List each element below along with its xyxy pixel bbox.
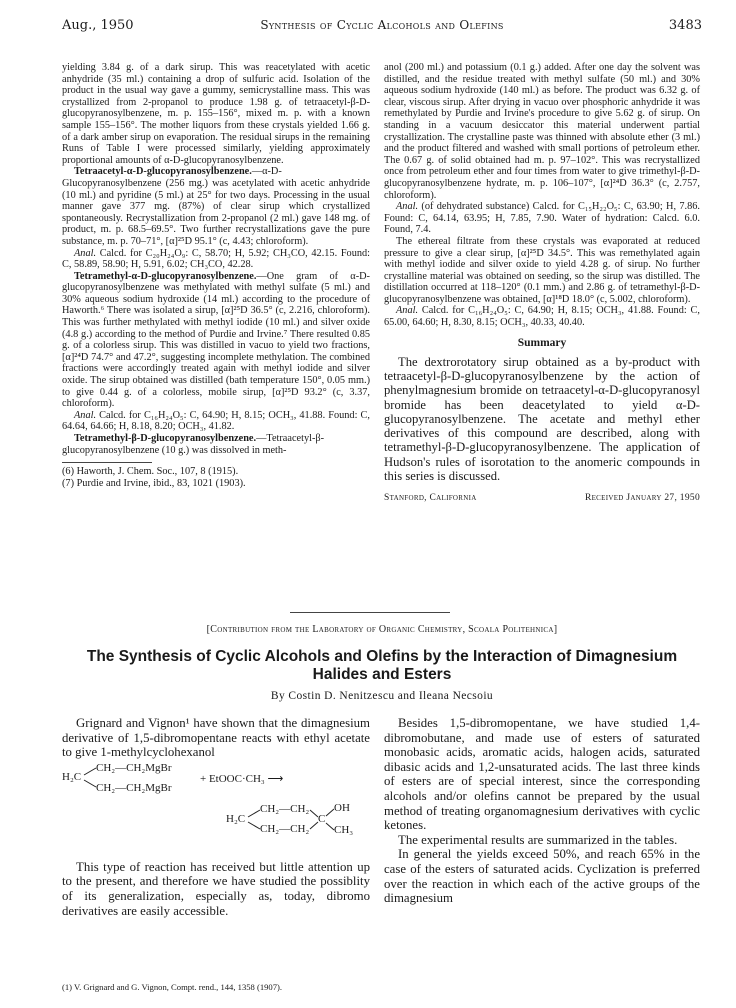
section-heading: Tetramethyl-β-D-glucopyranosylbenzene. — [74, 433, 257, 444]
header-running-title: Synthesis of Cyclic Alcohols and Olefins — [260, 18, 504, 32]
reaction-scheme — [62, 762, 370, 858]
anal-label: Anal. — [74, 409, 97, 421]
page-header — [62, 18, 702, 38]
article-right-column — [384, 716, 700, 906]
chem-product-top: CH₂—CH₂ — [260, 802, 310, 815]
paragraph — [62, 166, 370, 247]
paragraph-text: Calcd. for C₁₆H₂₄O₅: C, 64.90; H, 8.15; OCH₃, 41.88. Found: C, 65.00, 64.60; H, 8.30, 8.15; OCH₃, 40.33, 40.40. — [384, 305, 700, 329]
paragraph-text: —α-D-Glucopyranosylbenzene (256 mg.) was acetylated with acetic anhydride (10 ml.) and pyridine (5 ml.) at 25° for two days. Processing in the usual manner gave 377 mg. (87%) of clear sirup which crystallized spontaneously. Recrystallization from 2-propanol (2 ml.) gave 148 mg. of product, m. p. 68.5–69.5°. Two further recrystallizations gave the pure substance, m. p. 70–71°, [α]²⁵D 95.1° (c, 4.43; chloroform). — [62, 166, 370, 247]
paragraph: anol (200 ml.) and potassium (0.1 g.) added. After one day the solvent was distilled, and the residue treated with methyl sulfate (50 ml.) and 30% aqueous sodium hydroxide (140 ml.) as before. The product was 6.32 g. of clear, viscous sirup. After drying in vacuo over phosphoric anhydride it was remethylated by Purdie and Irvine's procedure to give 5.62 g. of sirup. On standing in a vacuum desiccator this material underwent partial crystallization. The crystalline paste was thinned with absolute ether (3 ml.) and the product filtered and washed with small portions of petroleum ether. The 0.67 g. of solid obtained had m. p. 97–102°. This was recrystallized once from petroleum ether and four times from water to give trimethyl-β-D-glucopyranosylbenzene hydrate, m. p. 106–107°, [α]²⁴D 36.3° (c, 2.757, chloroform). — [384, 62, 700, 201]
paragraph-text: Calcd. for C₁₆H₂₄O₅: C, 64.90; H, 8.15; OCH₃, 41.88. Found: C, 64.64, 64.66; H, 8.18, 8.20; OCH₃, 41.82. — [62, 409, 370, 433]
paragraph — [62, 248, 370, 271]
paragraph — [62, 433, 370, 456]
summary-text: The dextrorotatory sirup obtained as a by-product with tetraacetyl-β-D-glucopyranosylbenzene by the action of phenylmagnesium bromide on tetraacetyl-α-D-glucopyranosyl bromide has been deacetylated to yield α-D-glucopyranosylbenzene. The acetate and methyl ether derivatives of this compound are described, along with tetramethyl-β-D-glucopyranosylbenzene. The application of Hudson's rules of isorotation to the anomeric compounds in this series is discussed. — [384, 354, 700, 484]
summary-heading: Summary — [517, 336, 567, 349]
paragraph — [384, 305, 700, 328]
right-column-top — [384, 62, 700, 503]
chem-product-h2c: H₂C — [226, 812, 246, 825]
received-date: Received January 27, 1950 — [584, 493, 700, 504]
anal-label: Anal. — [396, 305, 419, 317]
article-separator — [290, 612, 450, 613]
left-column-top — [62, 62, 370, 489]
section-heading: Tetraacetyl-α-D-glucopyranosylbenzene. — [74, 166, 252, 178]
paragraph-text: —Tetraacetyl-β-glucopyranosylbenzene (10 g.) was dissolved in meth- — [62, 433, 325, 456]
footnote: (1) V. Grignard and G. Vignon, Compt. rend., 144, 1358 (1907). — [62, 982, 283, 992]
chem-h2c: H₂C — [62, 770, 82, 783]
paragraph-text: —One gram of α-D-glucopyranosylbenzene was methylated with methyl sulfate (5 ml.) and 30% aqueous sodium hydroxide (14 ml.) according to the procedure of Haworth.⁶ There was isolated a sirup, [α]²⁵D 36.5° (c, 2.216, chloroform). This was further methylated with methyl iodide (10 ml.) and silver oxide (4.8 g.) according to the method of Purdie and Irvine.⁷ There resulted 0.85 g. of a colorless sirup. This was distilled in vacuo to yield two fractions, [α]²⁴D 74.7° and 47.2°, suggesting incomplete methylation. The combined fractions were accordingly treated again with methyl iodide and silver oxide. The sirup obtained was distilled (bath temperature 150°, 0.05 mm.) to give 0.44 g. of a colorless, mobile sirup, [α]²⁵D 93.2° (c, 3.37, chloroform). — [62, 270, 370, 410]
footnote: (6) Haworth, J. Chem. Soc., 107, 8 (1915). — [62, 466, 239, 478]
anal-label: Anal. — [396, 201, 419, 213]
footnote-rule — [62, 462, 152, 463]
paragraph — [62, 271, 370, 410]
paragraph — [384, 201, 700, 236]
chem-chain-bottom: CH₂—CH₂MgBr — [96, 781, 172, 794]
signature-line — [384, 493, 700, 503]
paragraph: In general the yields exceed 50%, and reach 65% in the case of the esters of saturated acids. Cyclization is preferred over the reaction in which each of the active groups of the dimagnesium — [384, 847, 700, 906]
chem-product-c: C — [318, 812, 326, 825]
footnote: (7) Purdie and Irvine, ibid., 83, 1021 (1903). — [62, 477, 246, 489]
paragraph-text: (of dehydrated substance) Calcd. for C₁₅H₂₂O₅: C, 63.90; H, 7.86. Found: C, 64.14, 63.95; H, 7.85, 7.90. Water of hydration: Calcd. 6.0. Found, 7.4. — [384, 201, 700, 236]
paragraph: This type of reaction has received but little attention up to the present, and therefore we have studied the possiblity of its generalization, especially as, today, dibromo derivatives are easily accessible. — [62, 859, 370, 918]
header-date: Aug., 1950 — [62, 18, 134, 33]
header-page-number: 3483 — [668, 18, 702, 33]
article-left-column — [62, 716, 370, 918]
section-heading: Tetramethyl-α-D-glucopyranosylbenzene. — [74, 270, 257, 282]
chem-product-oh: OH — [334, 801, 350, 814]
chem-product-ch3: CH₃ — [334, 823, 354, 836]
paragraph: yielding 3.84 g. of a dark sirup. This was reacetylated with acetic anhydride (35 ml.) containing a drop of sulfuric acid. Isolation of the product in the usual way gave a gummy, semicrystalline mass. This was crystallized from 2-propanol to produce 1.98 g. of tetraacetyl-β-D-glucopyranosylbenzene, m. p. 155–156°, mixed m. p. with a known sample 155–156°. The mother liquors from these crystals yielded 1.66 g. of a dark amber sirup on evaporation. The residual sirups in the remaining Runs of Table I were processed similarly, yielding approximately proportional amounts of α-D-glucopyranosylbenzene. — [62, 62, 370, 166]
contribution-line: [Contribution from the Laboratory of Organic Chemistry, Scoala Politehnica] — [206, 624, 558, 635]
paragraph: Grignard and Vignon¹ have shown that the dimagnesium derivative of 1,5-dibromopentane reacts with ethyl acetate to give 1-methylcyclohexanol — [62, 716, 370, 760]
anal-label: Anal. — [74, 247, 97, 259]
article-authors: By Costin D. Nenitzescu and Ileana Necsoiu — [270, 690, 494, 702]
paragraph: The experimental results are summarized in the tables. — [398, 832, 678, 847]
chem-product-bottom: CH₂—CH₂ — [260, 822, 310, 835]
paragraph — [62, 410, 370, 433]
location: Stanford, California — [384, 493, 477, 504]
title-line: Halides and Esters — [312, 666, 452, 683]
chem-reagent: + EtOOC·CH₃ ⟶ — [200, 772, 284, 785]
paragraph: Besides 1,5-dibromopentane, we have studied 1,4-dibromobutane, and made use of esters of saturated monobasic acids, aromatic acids, halogen acids, saturated dibasic acids and 1,2-unsaturated acids. The last three kinds of esters are of special interest, since the corresponding alcohols and/or olefins cannot be prepared by the usual method of treating organomagnesium derivatives with cyclic ketones. — [384, 716, 700, 833]
paragraph-text: Calcd. for C₂₀H₂₄O₉: C, 58.70; H, 5.92; CH₃CO, 42.15. Found: C, 58.89, 58.90; H, 5.91, 6.02; CH₃CO, 42.28. — [62, 247, 370, 271]
article-title — [62, 648, 702, 684]
chem-chain-top: CH₂—CH₂MgBr — [96, 761, 172, 774]
title-line: The Synthesis of Cyclic Alcohols and Olefins by the Interaction of Dimagnesium — [86, 648, 678, 665]
summary — [384, 355, 700, 484]
paragraph: The ethereal filtrate from these crystals was evaporated at reduced pressure to give a clear sirup, [α]²⁵D 34.5°. This was remethylated again with methyl iodide and silver oxide to yield 4.28 g. of sirup. No further crystalline material was obtained on seeding, so the sirup was distilled. The distillation occurred at 118–120° (0.1 mm.) and 2.86 g. of tetramethyl-β-D-glucopyranosylbenzene was obtained, [α]¹⁸D 18.0° (c, 5.002, chloroform). — [384, 235, 700, 305]
